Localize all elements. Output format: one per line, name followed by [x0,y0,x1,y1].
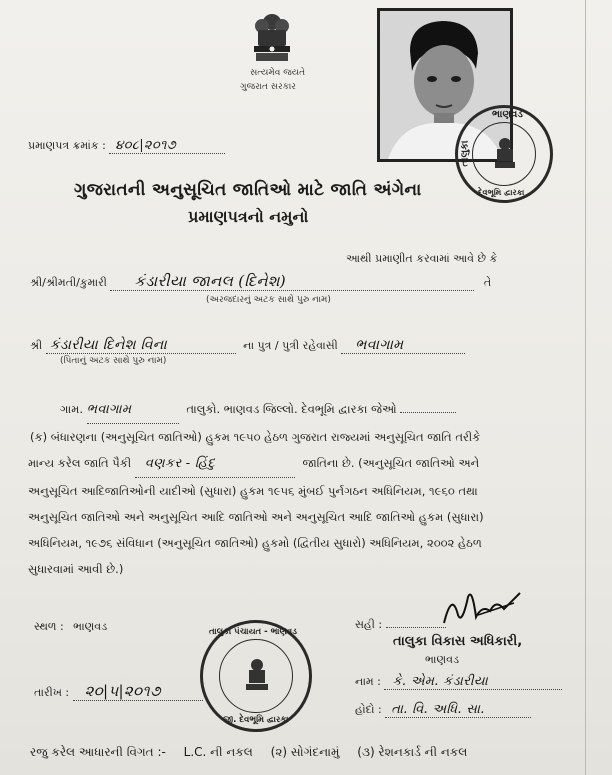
father-name: કંડારીયા દિનેશ વિના [46,337,236,354]
father-hint: (પિતાનું અટક સાથે પુરુ નામ) [60,356,167,366]
state-emblem [244,8,300,68]
certify-line: આથી પ્રમાણીત કરવામાં આવે છે કે [346,252,498,265]
father-prefix: શ્રી [30,339,43,352]
father-residence: ભવાગામ [341,337,465,354]
date-label: તારીખ : [34,686,70,699]
village-label: ગામ. [60,402,83,416]
handwritten-signature [438,585,528,629]
applicant-row [30,272,491,291]
seal-photo-top: ભાણવડ [492,109,523,120]
father-son-of: ના પુત્ર / પુત્રી રહેવાસી [243,339,338,352]
body-line-2: (ક) બંધારણના (અનુસૂચિત જાતિઓ) હુકમ ૧૯૫૦ હેઠળ ગુજરાત રાજ્યમાં અનુસૂચિત જાતિ તરીકે [30,430,481,444]
applicant-hint: (અરજદારનું અટક સાથે પુરુ નામ) [206,295,331,305]
caste-value: વણકર - હિંદુ [135,451,295,478]
footer-label: રજુ કરેલ આધારની વિગત :- [30,745,166,759]
signature-post-label: હોદો : [355,703,382,716]
official-seal-bottom [200,620,312,732]
signature-post-value: તા. વિ. અધિ. સા. [385,702,531,718]
body-line-1-rest: તાલુકો. ભાણવડ જિલ્લો. દેવભૂમિ દ્વારકા જેઓ [186,402,397,416]
village-value: ભવાગામ [87,397,179,424]
seal-bottom-bottom: જી. દેવભૂમિ દ્વારકા [223,715,289,725]
footer-row [30,745,467,760]
certificate-number-label: પ્રમાણપત્ર ક્રમાંક : [28,139,106,152]
signature-name-value: કે. એમ. કંડારીયા [384,674,562,690]
certificate-number-value: ૪૦૮|૨૦૧૭ [109,138,225,154]
lion-capital-icon [244,8,300,68]
seal-emblem-icon [243,657,271,695]
signature-name-label: નામ : [355,675,381,688]
place-row [34,620,107,634]
body-line-3-b: જાતિના છે. (અનુસૂચિત જાતિઓ અને [302,456,480,470]
body-line-6: અધિનિયમ, ૧૯૭૬ સંવિધાન (અનુસૂચિત જાતિઓ) હુકમો (દ્વિતીય સુધારો) અધિનિયમ, ૨૦૦૨ હેઠળ [28,536,482,550]
body-line-4: અનુસૂચિત આદિજાતિઓની યાદીઓ (સુધારા) હુકમ ૧૯૫૬ મુંબઈ પુર્નગઠન અધિનિયમ, ૧૯૬૦ તથા [28,484,478,498]
certificate-title-line2: પ્રમાણપત્રનો નમુનો [188,207,309,226]
signature-post-row [355,702,531,718]
emblem-motto: સત્યમેવ જયતે [250,68,306,78]
page-edge [585,0,586,775]
body-line-1 [28,396,548,424]
seal-bottom-top: તાલુકા પંચાયત - ભાણવડ [209,627,297,637]
father-row [30,337,465,354]
official-seal-photo [455,105,553,203]
date-value: ૨૦|૫|૨૦૧૭ [73,682,203,701]
body-line-3 [28,450,548,478]
seal-photo-side: તાલુકા [459,140,471,167]
certificate-body [28,396,548,582]
footer-item-2: (૨) સોગંદનામું [270,745,340,759]
signature-label: સહી : [355,618,383,631]
body-line-7: સુધારવામાં આવી છે.) [28,562,124,576]
signature-row [355,618,446,632]
signature-designation: તાલુકા વિકાસ અધિકારી, [393,634,523,649]
certificate-title-line1: ગુજરાતની અનુસૂચિત જાતિઓ માટે જાતિ અંગેના [74,180,422,200]
signature-office: ભાણવડ [425,653,459,666]
applicant-suffix: તે [483,276,492,289]
footer-item-3: (૩) રેશનકાર્ડ ની નકલ [357,745,468,759]
applicant-name: કંડારીયા જાનલ (દિનેશ) [110,272,474,291]
body-line-5: અનુસૂચિત જાતિઓ અને અનુસૂચિત આદિ જાતિઓ અને અનુસૂચિત આદિ જાતિઓ હુકમ (સુધારા) [28,510,484,524]
place-value: ભાણવડ [73,620,108,633]
footer-item-1: L.C. ની નકલ [183,745,253,759]
applicant-prefix: શ્રી/શ્રીમતી/કુમારી [30,276,107,289]
date-row [34,682,203,701]
certificate-number-row [28,138,225,154]
emblem-authority: ગુજરાત સરકાર [240,82,296,92]
seal-emblem-icon [491,136,519,172]
body-line-3-a: માન્ય કરેલ જાતિ પૈકી [28,456,132,470]
signature-name-row [355,674,562,690]
seal-photo-bottom: દેવભૂમિ દ્વારકા [478,188,525,197]
place-label: સ્થળ : [34,620,64,633]
